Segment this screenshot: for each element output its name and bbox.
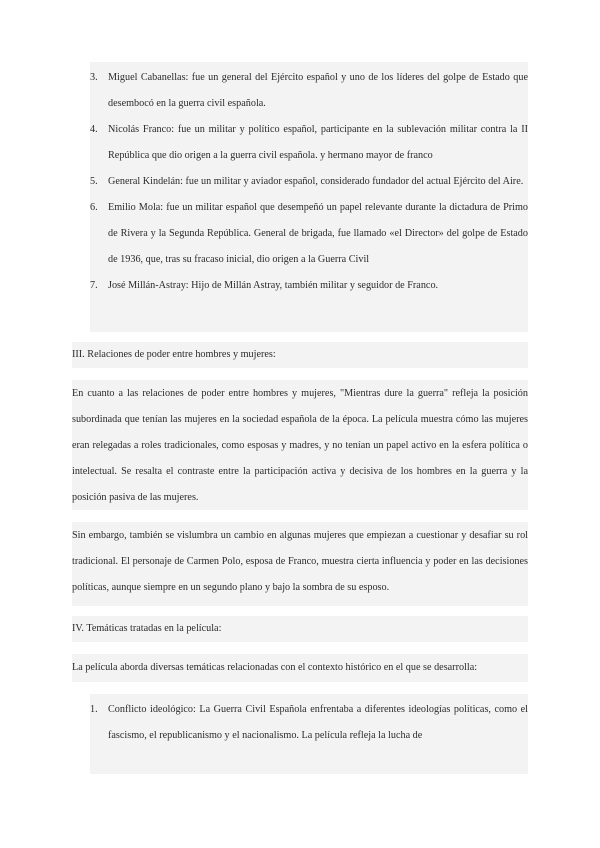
list-text: Emilio Mola: fue un militar español que desempeñó un papel relevante durante la dictadura de Primo de Rivera y la Segunda República. General de brigada, fue llamado «el Director» del golpe de Estado de 1936, que, tras su fracaso inicial, dio origen a la Guerra Civil — [108, 202, 528, 265]
list-text: Conflicto ideológico: La Guerra Civil Española enfrentaba a diferentes ideologías políticas, como el fascismo, el republicanismo y el nacionalismo. La película refleja la lucha de — [108, 704, 528, 741]
list-number: 6. — [90, 202, 98, 213]
list-item — [90, 273, 528, 299]
list-text: José Millán-Astray: Hijo de Millán Astray, también militar y seguidor de Franco. — [108, 280, 439, 291]
list-item — [90, 169, 528, 195]
list-item — [90, 117, 528, 169]
list-text: Miguel Cabanellas: fue un general del Ejército español y uno de los líderes del golpe de Estado que desembocó en la guerra civil española. — [108, 72, 528, 109]
list-item — [90, 65, 528, 117]
list-number: 3. — [90, 72, 98, 83]
section-3-paragraph-1: En cuanto a las relaciones de poder entre hombres y mujeres, "Mientras dure la guerra" refleja la posición subordinada que tenían las mujeres en la sociedad española de la época. La película muestra cómo las mujeres eran relegadas a roles tradicionales, como esposas y madres, y no tenían un papel activo en la esfera política o intelectual. Se resalta el contraste entre la participación activa y decisiva de los hombres en la guerra y la posición pasiva de las mujeres. — [72, 388, 528, 503]
section-3-heading: III. Relaciones de poder entre hombres y mujeres: — [72, 349, 276, 360]
list-number: 5. — [90, 176, 98, 187]
list-number: 4. — [90, 124, 98, 135]
list-number: 1. — [90, 704, 98, 715]
section-3-paragraph-2: Sin embargo, también se vislumbra un cambio en algunas mujeres que empiezan a cuestionar y desafiar su rol tradicional. El personaje de Carmen Polo, esposa de Franco, muestra cierta influencia y poder en las decisiones políticas, aunque siempre en un segundo plano y bajo la sombra de su esposo. — [72, 530, 528, 593]
list-text: General Kindelán: fue un militar y aviador español, considerado fundador del actual Ejército del Aire. — [108, 176, 524, 187]
section-4-intro: La película aborda diversas temáticas relacionadas con el contexto histórico en el que se desarrolla: — [72, 662, 478, 673]
list-item — [90, 697, 528, 749]
people-list — [90, 65, 528, 299]
themes-list — [90, 697, 528, 749]
list-text: Nicolás Franco: fue un militar y político español, participante en la sublevación militar contra la II República que dio origen a la guerra civil española. y hermano mayor de franco — [108, 124, 528, 161]
list-number: 7. — [90, 280, 98, 291]
section-4-heading: IV. Temáticas tratadas en la película: — [72, 623, 222, 634]
list-item — [90, 195, 528, 273]
